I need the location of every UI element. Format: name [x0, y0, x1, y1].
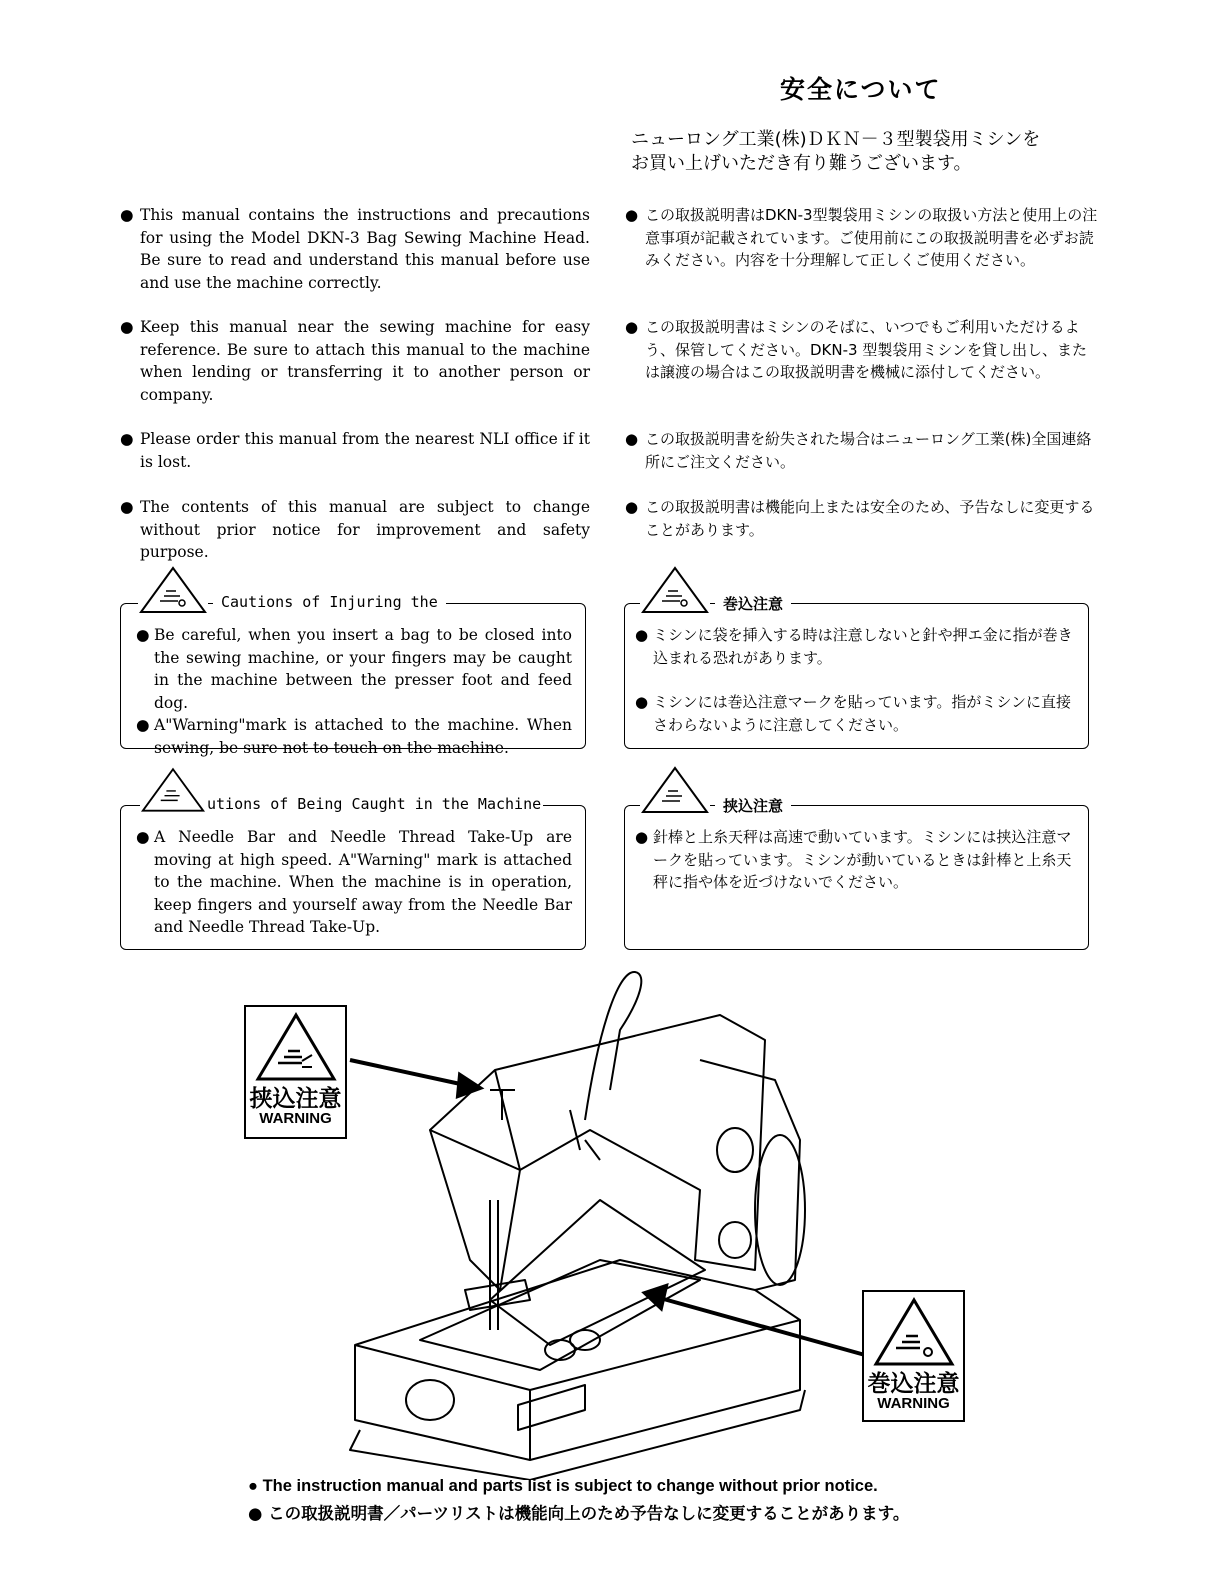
- footer-en: ● The instruction manual and parts list is subject to change without prior notice.: [248, 1477, 878, 1495]
- caution-injuring-title: Cautions of Injuring the: [213, 593, 446, 611]
- footer-jp: ● この取扱説明書／パーツリストは機能向上のため予告なしに変更することがあります。: [248, 1504, 910, 1523]
- warning-triangle-icon: [138, 565, 208, 615]
- caution-item: ● 針棒と上糸天秤は高速で動いています。ミシンには挟込注意マークを貼っています。ミシンが動いているときは針棒と上糸天秤に指や体を近づけないでください。: [635, 828, 1072, 891]
- intro-line-2: お買い上げいただき有り難うございます。: [631, 153, 972, 174]
- label-left-en: WARNING: [259, 1110, 332, 1127]
- bullet-icon: ●: [248, 1477, 263, 1495]
- intro-line-1: ニューロング工業(株)ＤＫＮ－３型製袋用ミシンを: [631, 129, 1041, 150]
- bullet-icon: ●: [120, 430, 134, 448]
- en-bullet-1: ● This manual contains the instructions and precautions for using the Model DKN-3 Bag Sewing Machine Head. Be sure to read and understand this manual before use and use the machine correctly.: [120, 206, 590, 292]
- jp-bullet-2: ● この取扱説明書はミシンのそばに、いつでもご利用いただけるよう、保管してください。DKN-3 型製袋用ミシンを貸し出し、または譲渡の場合はこの取扱説明書を機械に添付してください。: [625, 318, 1087, 381]
- warning-label-left: [244, 1005, 347, 1139]
- bullet-icon: ●: [248, 1504, 269, 1523]
- warning-label-right: [862, 1290, 965, 1422]
- en-bullet-2: ● Keep this manual near the sewing machine for easy reference. Be sure to attach this manual to the machine when lending or transferring it to another person or company.: [120, 318, 590, 404]
- caution-item: ● A"Warning"mark is attached to the machine. When sewing, be sure not to touch on the machine.: [136, 716, 572, 757]
- caution-item: ● Be careful, when you insert a bag to be closed into the sewing machine, or your fingers may be caught in the machine between the presser foot and feed dog.: [136, 626, 572, 712]
- label-right-en: WARNING: [877, 1395, 950, 1412]
- page-title: 安全について: [780, 75, 942, 104]
- warning-triangle-icon: [140, 765, 206, 815]
- jp-bullet-1: ● この取扱説明書はDKN-3型製袋用ミシンの取扱い方法と使用上の注意事項が記載されています。ご使用前にこの取扱説明書を必ずお読みください。内容を十分理解して正しくご使用ください。: [625, 206, 1098, 269]
- caution-item: ● A Needle Bar and Needle Thread Take-Up are moving at high speed. A"Warning" mark is attached to the machine. When the machine is in operation, keep fingers and yourself away from the Needle Bar and Needle Thread Take-Up.: [136, 828, 572, 936]
- jp-bullet-4: ● この取扱説明書は機能向上または安全のため、予告なしに変更することがあります。: [625, 498, 1095, 539]
- caution-item: ● ミシンに袋を挿入する時は注意しないと針や押エ金に指が巻き込まれる恐れがあります。: [635, 626, 1073, 667]
- warning-triangle-icon: [254, 1011, 338, 1083]
- bullet-icon: ●: [625, 498, 639, 516]
- intro-text: [631, 128, 1101, 176]
- caution-injuring-body: [136, 624, 572, 759]
- warning-triangle-icon: [640, 565, 710, 615]
- bullet-icon: ●: [120, 206, 134, 224]
- jp-bullet-3: ● この取扱説明書を紛失された場合はニューロング工業(株)全国連絡所にご注文ください。: [625, 430, 1092, 471]
- caution-item: ● ミシンには巻込注意マークを貼っています。指がミシンに直接さわらないように注意してください。: [635, 693, 1072, 734]
- bullet-icon: ●: [120, 318, 134, 336]
- bullet-icon: ●: [625, 206, 639, 224]
- caution-caught-jp-title: 挟込注意: [715, 795, 791, 816]
- bullet-icon: ●: [120, 498, 134, 516]
- warning-triangle-icon: [640, 765, 710, 815]
- label-left-jp: 挟込注意: [249, 1086, 342, 1112]
- caution-caught-jp-body: [635, 826, 1075, 894]
- label-right-jp: 巻込注意: [867, 1371, 960, 1397]
- caution-caught-title: utions of Being Caught in the Machine: [207, 795, 542, 813]
- warning-triangle-icon: [872, 1296, 956, 1368]
- caution-injuring-jp-body: [635, 624, 1075, 736]
- caution-injuring-jp-title: 巻込注意: [715, 593, 791, 614]
- caution-caught-body: [136, 826, 572, 939]
- en-bullet-4: ● The contents of this manual are subject to change without prior notice for improvement and safety purpose.: [120, 498, 590, 561]
- bullet-icon: ●: [625, 318, 639, 336]
- en-bullet-3: ● Please order this manual from the nearest NLI office if it is lost.: [120, 430, 590, 471]
- bullet-icon: ●: [625, 430, 639, 448]
